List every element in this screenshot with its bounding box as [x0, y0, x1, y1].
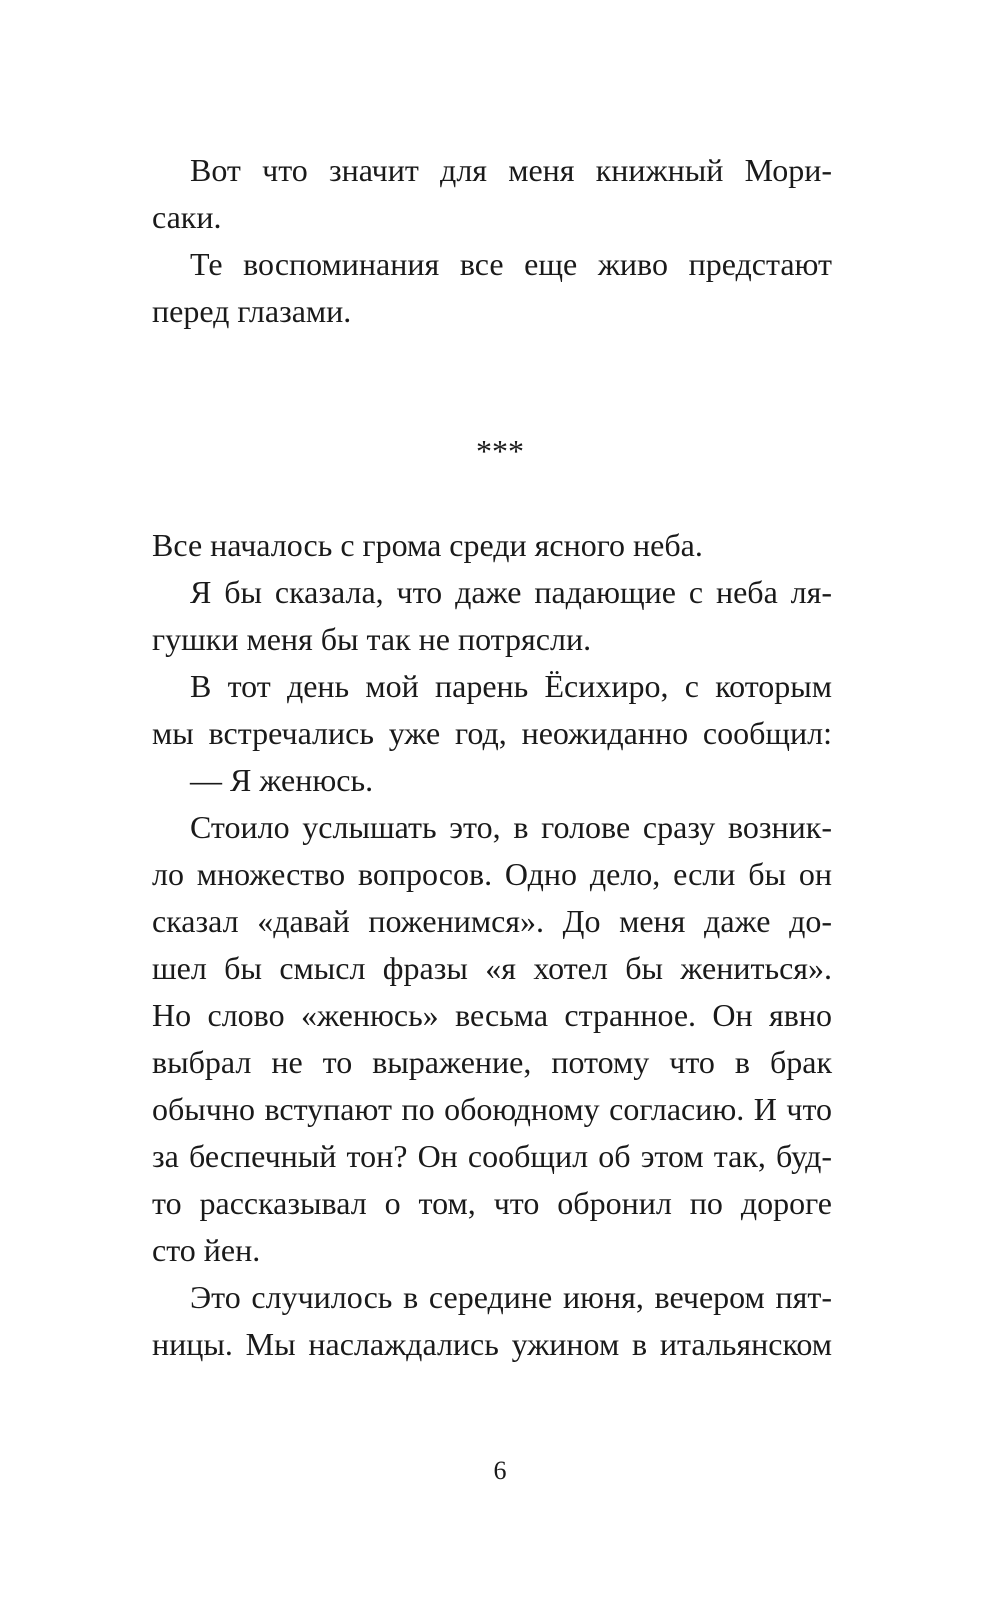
text-line: шел бы смысл фразы «я хотел бы жениться».: [152, 950, 832, 986]
text-line: Я бы сказала, что даже падающие с неба ля-: [190, 574, 832, 610]
text-line: ло множество вопросов. Одно дело, если бы он: [152, 856, 832, 892]
text-line: сто йен.: [152, 1232, 261, 1268]
text-line: гушки меня бы так не потрясли.: [152, 621, 592, 657]
text-line: — Я женюсь.: [190, 762, 374, 798]
page-number: 6: [493, 1456, 507, 1485]
text-line: Но слово «женюсь» весьма странное. Он явно: [152, 997, 832, 1033]
text-line: сказал «давай поженимся». До меня даже до-: [152, 903, 832, 939]
text-line: ницы. Мы наслаждались ужином в итальянском: [152, 1326, 832, 1362]
text-line: Это случилось в середине июня, вечером пят-: [190, 1279, 832, 1315]
text-line: выбрал не то выражение, потому что в брак: [152, 1044, 832, 1080]
text-line: перед глазами.: [152, 293, 352, 329]
text-line: то рассказывал о том, что обронил по дороге: [152, 1185, 832, 1221]
text-line: саки.: [152, 199, 222, 235]
text-line: за беспечный тон? Он сообщил об этом так, буд-: [152, 1138, 832, 1174]
text-line: Все началось с грома среди ясного неба.: [152, 527, 703, 563]
text-line: Вот что значит для меня книжный Мори-: [190, 152, 832, 188]
text-line: Те воспоминания все еще живо предстают: [190, 246, 832, 282]
text-line: Стоило услышать это, в голове сразу возник-: [190, 809, 832, 845]
text-line: мы встречались уже год, неожиданно сообщил:: [152, 715, 832, 751]
section-divider: ***: [476, 433, 524, 469]
text-line: В тот день мой парень Ёсихиро, с которым: [190, 668, 832, 704]
text-line: обычно вступают по обоюдному согласию. И что: [152, 1091, 832, 1127]
